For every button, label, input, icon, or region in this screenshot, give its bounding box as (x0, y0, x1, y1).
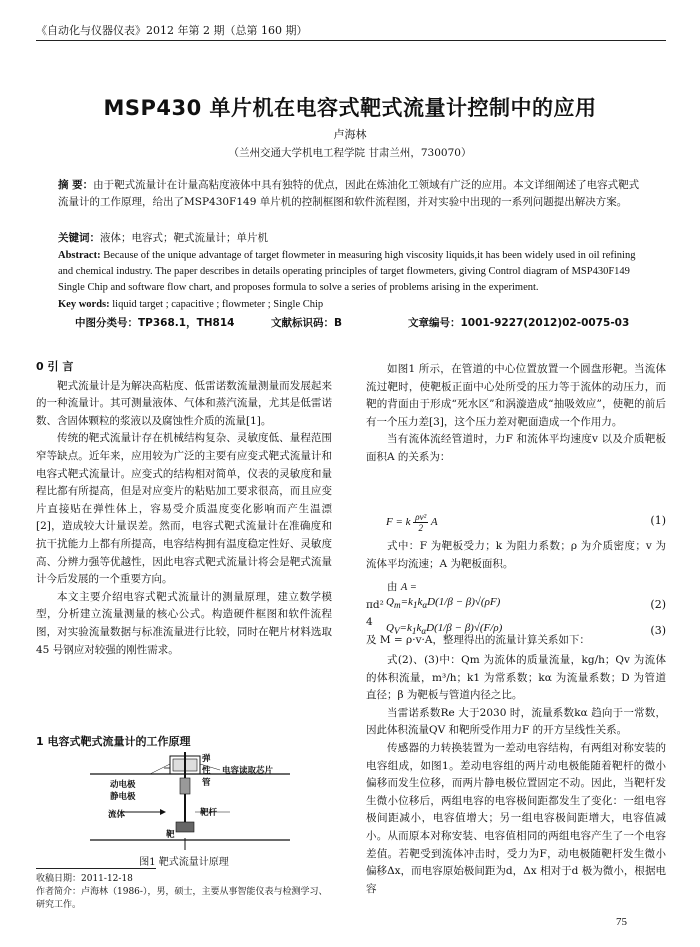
keywords-cn-text: 液体；电容式；靶式流量计；单片机 (100, 232, 268, 244)
equation-2-number: (2) (650, 598, 666, 611)
right-paragraph-4: 由 A = (387, 581, 420, 594)
doc-code: 文献标识码：B (271, 317, 343, 329)
right-column-part-2: 式中：F 为靶板受力；k 为阻力系数；ρ 为介质密度；v 为流体平均流速；A 为靶板面积。 由 A = πd² 4 及 M = ρ·v·A，整理得出的流量计算关系如下： (366, 540, 666, 646)
author-bio: 作者简介：卢海林（1986-），男，硕士，主要从事智能仪表与检测学习、研究工作。 (36, 887, 328, 910)
abstract-en-label: Abstract: (58, 250, 101, 261)
right-paragraph-2: 当有流体流经管道时，力F 和流体平均速度v 以及介质靶板面积A 的关系为： (366, 433, 666, 463)
right-paragraph-5: 式(2)、(3)中：Qm 为流体的质量流量，kg/h；Qv 为流体的体积流量，m³/h；k1 为常系数；kα 为流量系数；D 为管道直径；β 为靶板与管道内径之比。 (366, 654, 666, 702)
footnote (36, 873, 332, 912)
equation-1-number: (1) (650, 514, 666, 527)
abstract-cn (58, 177, 648, 211)
label-static-electrode: 静电极 (110, 792, 136, 802)
page-number: 75 (616, 916, 627, 928)
label-fluid: 流体 (108, 810, 126, 820)
label-spring-1: 弹 (202, 754, 211, 764)
right-paragraph-6: 当雷诺系数Re 大于2030 时，流量系数kα 趋向于一常数，因此体积流量QV 和靶所受作用力F 的开方呈线性关系。 (366, 706, 666, 737)
figure-1 (90, 752, 290, 850)
equation-3-formula: $Q_V=k_1k_\alpha D(1/\beta - \beta)√(F/\rho)$ (386, 622, 503, 637)
label-spring-2: 性 (202, 766, 211, 776)
label-target: 靶 (166, 830, 175, 840)
keywords-cn-label: 关键词： (58, 232, 100, 244)
abstract-en-text: Because of the unique advantage of target flowmeter in measuring high viscosity liquids,it has been widely used in oil refining and chemical industry. The paper describes in details operating principles of target flowmeters, giving Control diagram of MSP430F149 Single Chip and software flow chart, and proposes formula to solve a series of problems arising in the experiment. (58, 250, 636, 293)
equation-1-formula: F = k $\frac{\text{ρv²}}{2}$ A (386, 512, 438, 533)
right-column-part-1 (366, 361, 666, 467)
intro-paragraph-2: 传统的靶式流量计存在机械结构复杂、灵敏度低、量程范围窄等缺点。近年来，应用较为广泛的主要有应变式靶式流量计和电容式靶式流量计。应变式的结构相对简单，仪表的灵敏度和量程比都有所提高，但是对应变片的粘贴加工要求很高，而且应变片直接贴在弹性体上，容易受介质温度变化影响而产生温漂[2]，造成较大计量误差。然而，电容式靶式流量计在准确度和抗干扰能力上都有所提高，电容结构拥有温度稳定性好、灵敏度高、分辨力强等优越性，因此电容式靶式流量计将会是靶式流量计今后发展的一个重要方向。 (36, 432, 332, 586)
equation-2 (386, 596, 666, 618)
article-number: 文章编号：1001-9227(2012)02-0075-03 (408, 317, 630, 329)
right-paragraph-1: 如图1 所示，在管道的中心位置放置一个圆盘形靶。当流体流过靶时，使靶板正面中心处所受的压力等于流体的动压力，而靶的背面由于形成“死水区”和涡漩造成“抽吸效应”，使靶的前后有一个压力差[3]，这个压力差对靶面造成一个作用力。 (366, 363, 666, 428)
intro-paragraph-1: 靶式流量计是为解决高粘度、低雷诺数流量测量而发展起来的一种流量计。其可测量液体、气体和蒸汽流量，尤其是低雷诺数、含固体颗粒的浆液以及腐蚀性介质的流量[1]。 (36, 379, 332, 427)
keywords-en (58, 297, 648, 313)
paper-title: MSP430 单片机在电容式靶式流量计控制中的应用 (103, 96, 597, 120)
intro-heading: 0 引 言 (36, 360, 74, 373)
label-dynamic-electrode: 动电极 (110, 780, 136, 790)
section-1-heading: 1 电容式靶式流量计的工作原理 (36, 735, 191, 748)
equation-1 (386, 512, 666, 534)
header-rule (36, 40, 666, 41)
affiliation: （兰州交通大学机电工程学院 甘肃兰州，730070） (228, 147, 472, 159)
right-paragraph-7: 传感器的力转换装置为一差动电容结构，有两组对称安装的电容组成，如图1。差动电容组的两片动电极能随着靶杆的微小偏移而发生位移，而两片静电极位置固定不动。因此，当靶杆发生微小位移后，两组电容的电容极间距都发生了变化：一组电容极间距减小，电容值增大；另一组电容极间距增大，电容值减小。从而原本对称安装、电容值相同的两组电容产生了一个电容差值。若靶受到流体冲击时，受力为F，动电极随靶杆发生微小偏移Δx，而电容原始极间距为d，Δx 相对于d 极为微小，根据电容 (366, 741, 666, 895)
keywords-cn (58, 230, 648, 247)
keywords-en-text: liquid target ; capacitive ; flowmeter ; Single Chip (109, 299, 324, 310)
abstract-cn-text: 由于靶式流量计在计量高粘度液体中具有独特的优点，因此在炼油化工领域有广泛的应用。本文详细阐述了电容式靶式流量计的工作原理，给出了MSP430F149 单片机的控制框图和软件流程图，并对实验中出现的一系列问题提出解决方案。 (58, 179, 640, 208)
right-column-part-3 (366, 652, 666, 898)
label-spring-3: 管 (202, 778, 211, 788)
received-date: 收稿日期：2011-12-18 (36, 874, 133, 884)
footnote-rule (36, 868, 156, 869)
intro-paragraph-3: 本文主要介绍电容式靶式流量计的测量原理，建立数学模型，分析建立流量测量的核心公式。构造硬件框图和软件流程图，对实验流量数据与标准流量进行比较，同时在靶片材料选取45 号钢应对较强的刚性需求。 (36, 590, 332, 656)
label-capacitance-chip: 电容读取芯片 (222, 766, 274, 776)
label-target-rod: 靶杆 (200, 808, 218, 818)
clc-code: 中图分类号：TP368.1，TH814 (75, 317, 235, 329)
area-formula: A = (400, 582, 420, 594)
equation-2-formula: $Q_m=k_1k_\alpha D(1/\beta - \beta)√(\rho F)$ (386, 596, 501, 611)
abstract-cn-label: 摘 要： (58, 179, 94, 191)
keywords-en-label: Key words: (58, 299, 110, 310)
equation-3-number: (3) (650, 624, 666, 637)
right-paragraph-3: 式中：F 为靶板受力；k 为阻力系数；ρ 为介质密度；v 为流体平均流速；A 为靶板面积。 (366, 540, 666, 570)
abstract-en (58, 248, 648, 296)
figure-1-caption: 图1 靶式流量计原理 (139, 857, 229, 868)
equation-3 (386, 622, 666, 644)
intro-section (36, 358, 332, 659)
author: 卢海林 (333, 128, 367, 141)
running-header: 《自动化与仪器仪表》2012 年第 2 期（总第 160 期） (36, 24, 308, 37)
